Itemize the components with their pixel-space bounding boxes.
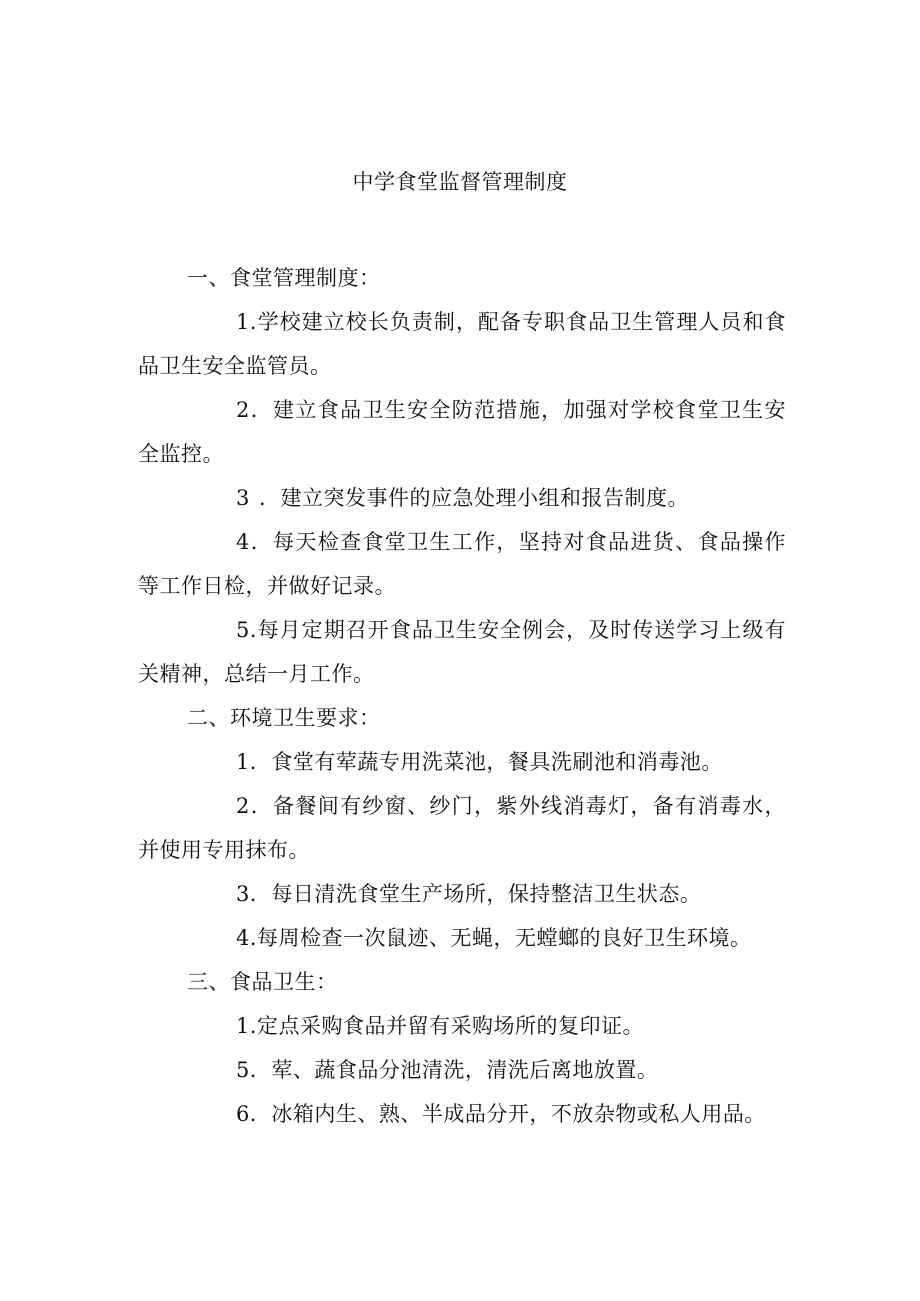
list-item — [138, 1004, 786, 1048]
list-item — [138, 388, 786, 476]
item-number: 5 — [236, 1058, 250, 1082]
paragraph-text: ．建立食品卫生安全防范措施，加强对学校食堂卫生安全监控。 — [138, 398, 786, 466]
item-number: 1 — [236, 750, 250, 774]
document-body — [138, 256, 786, 1136]
list-item — [138, 1048, 786, 1092]
item-number: 1. — [236, 310, 258, 334]
paragraph-text: 三、食品卫生： — [187, 970, 338, 994]
item-number: 2 — [236, 398, 250, 422]
paragraph-text: ．冰箱内生、熟、半成品分开，不放杂物或私人用品。 — [249, 1102, 766, 1126]
list-item — [138, 740, 786, 784]
list-item — [138, 608, 786, 696]
paragraph-text: .每周检查一次鼠迹、无蝇，无螳螂的良好卫生环境。 — [249, 926, 752, 950]
paragraph-text: 一、食堂管理制度： — [187, 266, 381, 290]
list-item — [138, 476, 786, 520]
paragraph-text: ．每天检查食堂卫生工作，坚持对食品进货、食品操作等工作日检，并做好记录。 — [138, 530, 786, 598]
paragraph-text: 定点采购食品并留有采购场所的复印证。 — [257, 1014, 645, 1038]
paragraph-text: ．荤、蔬食品分池清洗，清洗后离地放置。 — [249, 1058, 659, 1082]
item-number: 2 — [236, 794, 250, 818]
paragraph-text: .每月定期召开食品卫生安全例会，及时传送学习上级有关精神，总结一月工作。 — [138, 618, 786, 686]
paragraph-text: ．每日清洗食堂生产场所，保持整洁卫生状态。 — [249, 882, 702, 906]
paragraph-text: ．食堂有荤蔬专用洗菜池，餐具洗刷池和消毒池。 — [249, 750, 723, 774]
document-title: 中学食堂监督管理制度 — [352, 170, 568, 194]
list-item — [138, 520, 786, 608]
item-number: 4 — [236, 926, 250, 950]
paragraph-text: ．备餐间有纱窗、纱门，紫外线消毒灯，备有消毒水，并使用专用抹布。 — [138, 794, 786, 862]
list-item — [138, 916, 786, 960]
section-heading-1 — [138, 256, 786, 300]
paragraph-text: ．建立突发事件的应急处理小组和报告制度。 — [259, 486, 689, 510]
section-heading-3 — [138, 960, 786, 1004]
paragraph-text: 二、环境卫生要求： — [187, 706, 381, 730]
paragraph-text: 学校建立校长负责制，配备专职食品卫生管理人员和食品卫生安全监管员。 — [138, 310, 786, 378]
list-item — [138, 1092, 786, 1136]
list-item — [138, 300, 786, 388]
item-number: 5 — [236, 618, 250, 642]
section-heading-2 — [138, 696, 786, 740]
item-number: 3 — [236, 486, 250, 510]
item-number: 4 — [236, 530, 250, 554]
list-item — [138, 872, 786, 916]
item-number: 3 — [236, 882, 250, 906]
item-number: 1. — [236, 1014, 258, 1038]
item-number: 6 — [236, 1102, 250, 1126]
list-item — [138, 784, 786, 872]
